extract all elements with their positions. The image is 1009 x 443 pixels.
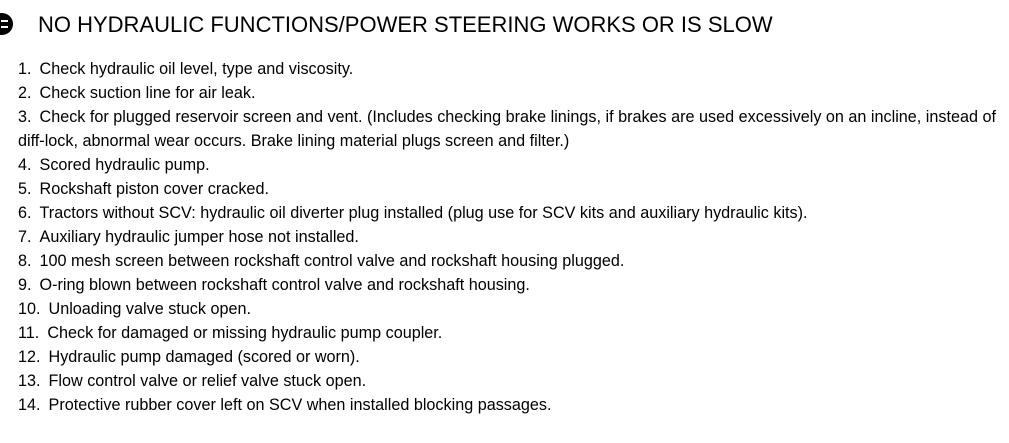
item-text: 100 mesh screen between rockshaft control valve and rockshaft housing plugged. (39, 252, 625, 270)
item-number: 7. (18, 228, 32, 246)
item-text: Check for plugged reservoir screen and vent. (Includes checking brake linings, if brakes are used excessively on an incline, instead of diff-lock, abnormal wear occurs. Brake lining material plugs screen and filter.) (18, 108, 996, 150)
item-number: 9. (18, 276, 32, 294)
item-number: 14. (18, 396, 41, 414)
list-item (18, 57, 1008, 81)
list-item (18, 201, 1008, 225)
item-text: Protective rubber cover left on SCV when installed blocking passages. (48, 396, 552, 414)
section-header (0, 10, 1009, 40)
item-text: Check hydraulic oil level, type and viscosity. (39, 60, 354, 78)
troubleshooting-list (18, 57, 1008, 417)
list-item (18, 153, 1008, 177)
item-number: 11. (18, 324, 40, 342)
item-text: Check for damaged or missing hydraulic pump coupler. (47, 324, 443, 342)
list-item (18, 273, 1008, 297)
item-number: 1. (18, 60, 32, 78)
page-title: NO HYDRAULIC FUNCTIONS/POWER STEERING WORKS OR IS SLOW (38, 12, 773, 37)
item-text: Rockshaft piston cover cracked. (39, 180, 269, 198)
list-item (18, 345, 1008, 369)
item-number: 10. (18, 300, 41, 318)
item-number: 8. (18, 252, 32, 270)
item-number: 2. (18, 84, 32, 102)
item-text: O-ring blown between rockshaft control valve and rockshaft housing. (39, 276, 530, 294)
list-item (18, 177, 1008, 201)
item-number: 4. (18, 156, 32, 174)
item-text: Tractors without SCV: hydraulic oil diverter plug installed (plug use for SCV kits and auxiliary hydraulic kits). (39, 204, 808, 222)
list-item (18, 81, 1008, 105)
item-number: 3. (18, 108, 32, 126)
list-item (18, 225, 1008, 249)
list-item (18, 393, 1008, 417)
item-text: Auxiliary hydraulic jumper hose not installed. (39, 228, 359, 246)
list-item (18, 321, 1008, 345)
list-item (18, 369, 1008, 393)
item-number: 6. (18, 204, 32, 222)
item-number: 12. (18, 348, 41, 366)
item-number: 5. (18, 180, 32, 198)
item-text: Scored hydraulic pump. (39, 156, 210, 174)
item-text: Flow control valve or relief valve stuck open. (48, 372, 367, 390)
list-item (18, 249, 1008, 273)
list-item (18, 297, 1008, 321)
item-text: Check suction line for air leak. (39, 84, 256, 102)
item-number: 13. (18, 372, 41, 390)
section-bullet-icon (0, 13, 13, 35)
item-text: Hydraulic pump damaged (scored or worn). (48, 348, 360, 366)
list-item (18, 105, 1008, 153)
item-text: Unloading valve stuck open. (48, 300, 251, 318)
